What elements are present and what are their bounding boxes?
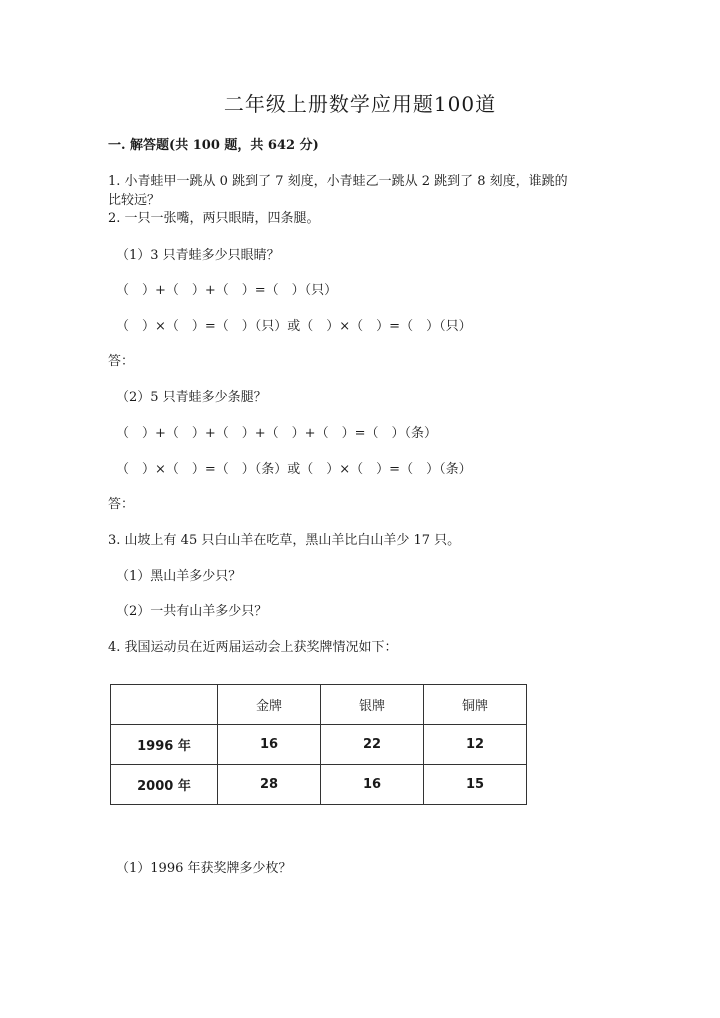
table-header-silver: 银牌 [321,685,424,725]
table-row [111,765,527,805]
answer-label: 答： [108,354,135,369]
row-year: 2000 年 [111,765,218,805]
page-title: 二年级上册数学应用题100道 [223,92,497,116]
section-heading: 一. 解答题(共 100 题，共 642 分) [108,138,319,153]
question-4: 4. 我国运动员在近两届运动会上获奖牌情况如下： [108,640,398,655]
question-2-part-1: （1）3 只青蛙多少只眼睛？ [116,248,280,263]
question-4-part-1: （1）1996 年获奖牌多少枚？ [116,861,292,876]
gold-count: 16 [218,725,321,765]
medal-table-container [110,684,527,805]
question-3-part-1: （1）黑山羊多少只？ [116,569,242,584]
table-header-row [111,685,527,725]
row-year: 1996 年 [111,725,218,765]
question-3-part-2: （2）一共有山羊多少只？ [116,604,268,619]
answer-label: 答： [108,497,135,512]
gold-count: 28 [218,765,321,805]
silver-count: 22 [321,725,424,765]
table-header-cell-empty [111,685,218,725]
blank-multiplication-eyes: （ ）×（ ）=（ ）（只）或（ ）×（ ）=（ ）（只） [116,319,472,334]
question-1-line-2: 比较远？ [108,193,161,208]
blank-addition-legs: （ ）+（ ）+（ ）+（ ）+（ ）=（ ）（条） [116,426,437,441]
table-header-gold: 金牌 [218,685,321,725]
table-row [111,725,527,765]
bronze-count: 12 [424,725,527,765]
table-header-bronze: 铜牌 [424,685,527,725]
question-2: 2. 一只一张嘴，两只眼睛，四条腿。 [108,211,320,226]
question-1-line-1: 1. 小青蛙甲一跳从 0 跳到了 7 刻度，小青蛙乙一跳从 2 跳到了 8 刻度，谁跳的 [108,174,568,189]
blank-multiplication-legs: （ ）×（ ）=（ ）（条）或（ ）×（ ）=（ ）（条） [116,462,472,477]
question-2-part-2: （2）5 只青蛙多少条腿？ [116,390,267,405]
question-3: 3. 山坡上有 45 只白山羊在吃草，黑山羊比白山羊少 17 只。 [108,533,461,548]
medal-table [110,684,527,805]
silver-count: 16 [321,765,424,805]
blank-addition-eyes: （ ）+（ ）+（ ）=（ ）（只） [116,283,338,298]
bronze-count: 15 [424,765,527,805]
